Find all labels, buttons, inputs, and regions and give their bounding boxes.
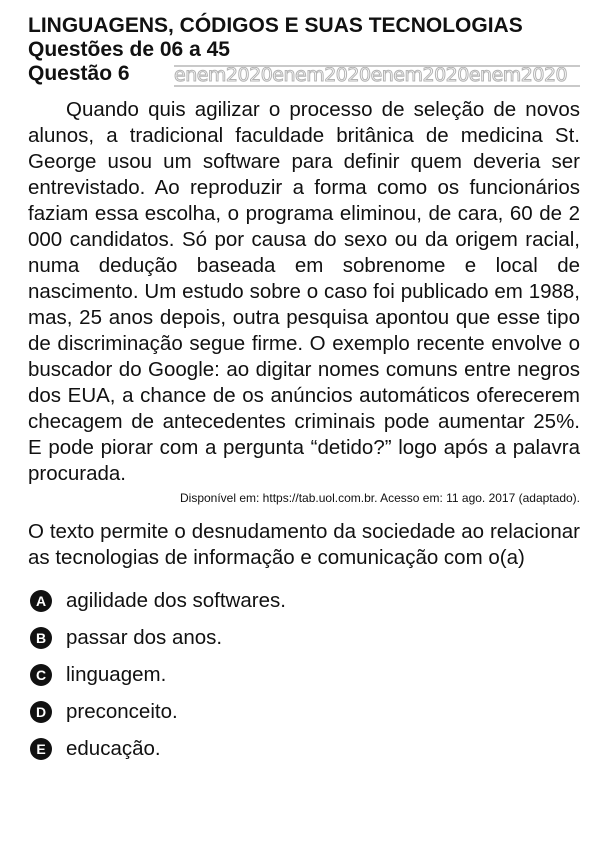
option-text: agilidade dos softwares. bbox=[66, 588, 286, 612]
enem-watermark-band bbox=[174, 65, 580, 87]
option-letter-badge: C bbox=[30, 664, 52, 686]
answer-options bbox=[28, 587, 580, 762]
option-text: linguagem. bbox=[66, 662, 167, 686]
question-stem: O texto permite o desnudamento da sociedade ao relacionar as tecnologias de informação e comunicação com o(a) bbox=[28, 520, 580, 569]
passage-text: Quando quis agilizar o processo de seleção de novos alunos, a tradicional faculdade britânica de medicina St. George usou um software para definir quem deveria ser entrevistado. Ao reproduzir a forma como os funcionários faziam essa escolha, o programa eliminou, de cara, 60 de 2 000 candidatos. Só por causa do sexo ou da origem racial, numa dedução baseada em sobrenome e local de nascimento. Um estudo sobre o caso foi publicado em 1988, mas, 25 anos depois, outra pesquisa apontou que esse tipo de discriminação segue firme. O exemplo recente envolve o buscador do Google: ao digitar nomes comuns entre negros dos EUA, a chance de os anúncios automáticos oferecerem checagem de antecedentes criminais pode aumentar 25%. E pode piorar com a pergunta “detido?” logo após a palavra procurada. bbox=[28, 98, 580, 485]
option-a[interactable] bbox=[28, 587, 580, 614]
exam-page bbox=[28, 14, 580, 772]
option-letter-badge: E bbox=[30, 738, 52, 760]
question-header bbox=[28, 62, 580, 86]
option-text: preconceito. bbox=[66, 699, 178, 723]
option-letter-badge: B bbox=[30, 627, 52, 649]
option-d[interactable] bbox=[28, 698, 580, 725]
option-text: educação. bbox=[66, 736, 161, 760]
enem-watermark-text: enem2020enem2020enem2020enem2020 bbox=[174, 65, 568, 86]
option-b[interactable] bbox=[28, 624, 580, 651]
question-number: Questão 6 bbox=[28, 62, 130, 85]
option-c[interactable] bbox=[28, 661, 580, 688]
option-letter-badge: D bbox=[30, 701, 52, 723]
option-letter-badge: A bbox=[30, 590, 52, 612]
passage-source: Disponível em: https://tab.uol.com.br. Acesso em: 11 ago. 2017 (adaptado). bbox=[179, 491, 580, 505]
section-title: LINGUAGENS, CÓDIGOS E SUAS TECNOLOGIAS bbox=[28, 14, 523, 37]
option-text: passar dos anos. bbox=[66, 625, 223, 649]
question-range: Questões de 06 a 45 bbox=[28, 38, 230, 61]
option-e[interactable] bbox=[28, 735, 580, 762]
